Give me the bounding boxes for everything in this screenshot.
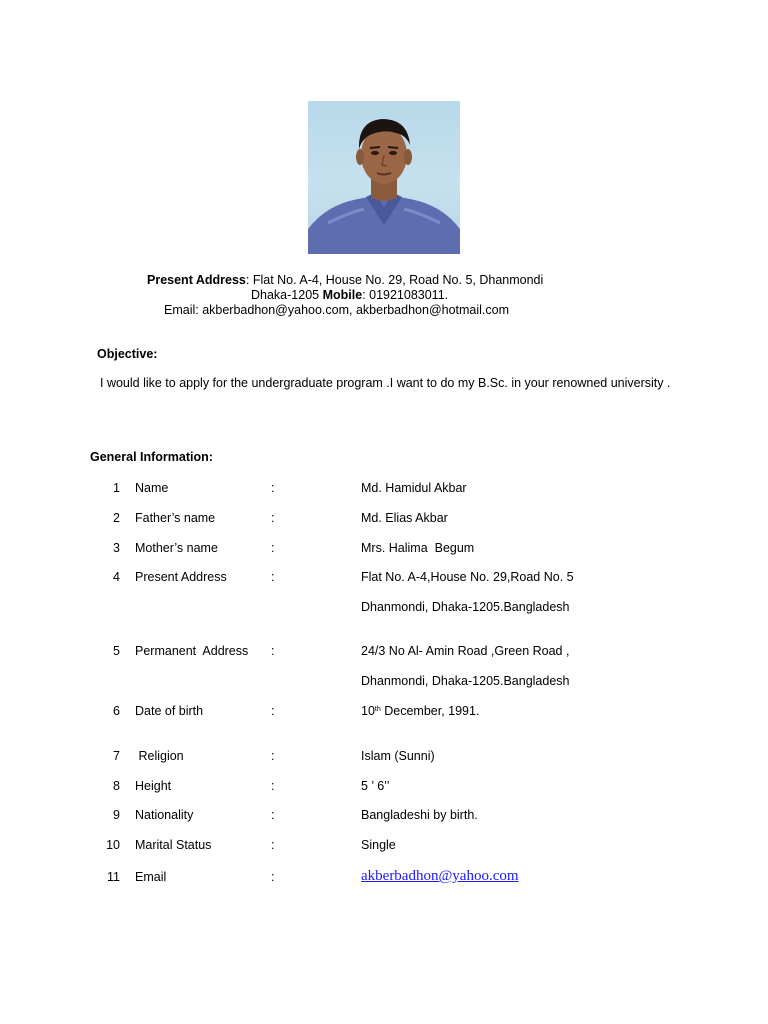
row-value: Islam (Sunni) [361,749,435,763]
row-value: Bangladeshi by birth. [361,808,478,822]
row-label: Permanent Address [135,644,249,658]
row-label: Name [135,481,169,495]
objective-text: I would like to apply for the undergraduate program .I want to do my B.Sc. in your renowned university . [100,376,671,390]
row-number: 2 [113,511,120,525]
profile-photo [308,101,460,254]
row-number: 6 [113,704,120,718]
row-number: 8 [113,779,120,793]
city-text: Dhaka-1205 [251,288,323,302]
email-link[interactable]: akberbadhon@yahoo.com [361,868,519,884]
row-separator: : [271,749,275,763]
row-number: 1 [113,481,120,495]
dob-rest: December, 1991. [380,704,480,718]
row-value: 24/3 No Al- Amin Road ,Green Road , [361,644,570,658]
row-number: 3 [113,541,120,555]
row-value: 5 ’ 6’’ [361,779,390,793]
dob-suffix: th [374,706,381,713]
row-value [361,704,479,718]
row-separator: : [271,511,275,525]
mobile-text: : 01921083011. [362,288,449,302]
row-number: 7 [113,749,120,763]
row-label: Mother’s name [135,541,218,555]
person-portrait-icon [308,101,460,254]
row-separator: : [271,481,275,495]
row-label: Height [135,779,172,793]
row-label: Nationality [135,808,194,822]
row-separator: : [271,570,275,584]
dob-day: 10 [361,704,375,718]
row-separator: : [271,541,275,555]
row-value-continued: Dhanmondi, Dhaka-1205.Bangladesh [361,674,570,688]
row-number: 11 [107,870,120,884]
present-address-line [147,273,543,287]
present-address-label: Present Address [147,273,246,287]
row-number: 10 [106,838,120,852]
row-value: Md. Hamidul Akbar [361,481,467,495]
row-separator: : [271,838,275,852]
row-label: Religion [135,749,184,763]
row-value: Mrs. Halima Begum [361,541,475,555]
mobile-line [251,288,448,302]
row-separator: : [271,870,275,884]
objective-heading: Objective: [97,347,158,361]
general-info-heading: General Information: [90,450,213,464]
row-separator: : [271,808,275,822]
row-value: Flat No. A-4,House No. 29,Road No. 5 [361,570,574,584]
row-number: 4 [113,570,120,584]
row-value: Md. Elias Akbar [361,511,448,525]
row-label: Present Address [135,570,227,584]
row-number: 5 [113,644,120,658]
mobile-label: Mobile [322,288,363,302]
row-label: Marital Status [135,838,212,852]
row-separator: : [271,704,275,718]
row-number: 9 [113,808,120,822]
row-separator: : [271,644,275,658]
row-value: Single [361,838,396,852]
email-line: Email: akberbadhon@yahoo.com, akberbadhon@hotmail.com [164,303,510,317]
row-separator: : [271,779,275,793]
row-value-continued: Dhanmondi, Dhaka-1205.Bangladesh [361,600,570,614]
present-address-text: : Flat No. A-4, House No. 29, Road No. 5, Dhanmondi [245,273,544,287]
row-label: Date of birth [135,704,204,718]
row-label: Father’s name [135,511,216,525]
row-label: Email [135,870,167,884]
